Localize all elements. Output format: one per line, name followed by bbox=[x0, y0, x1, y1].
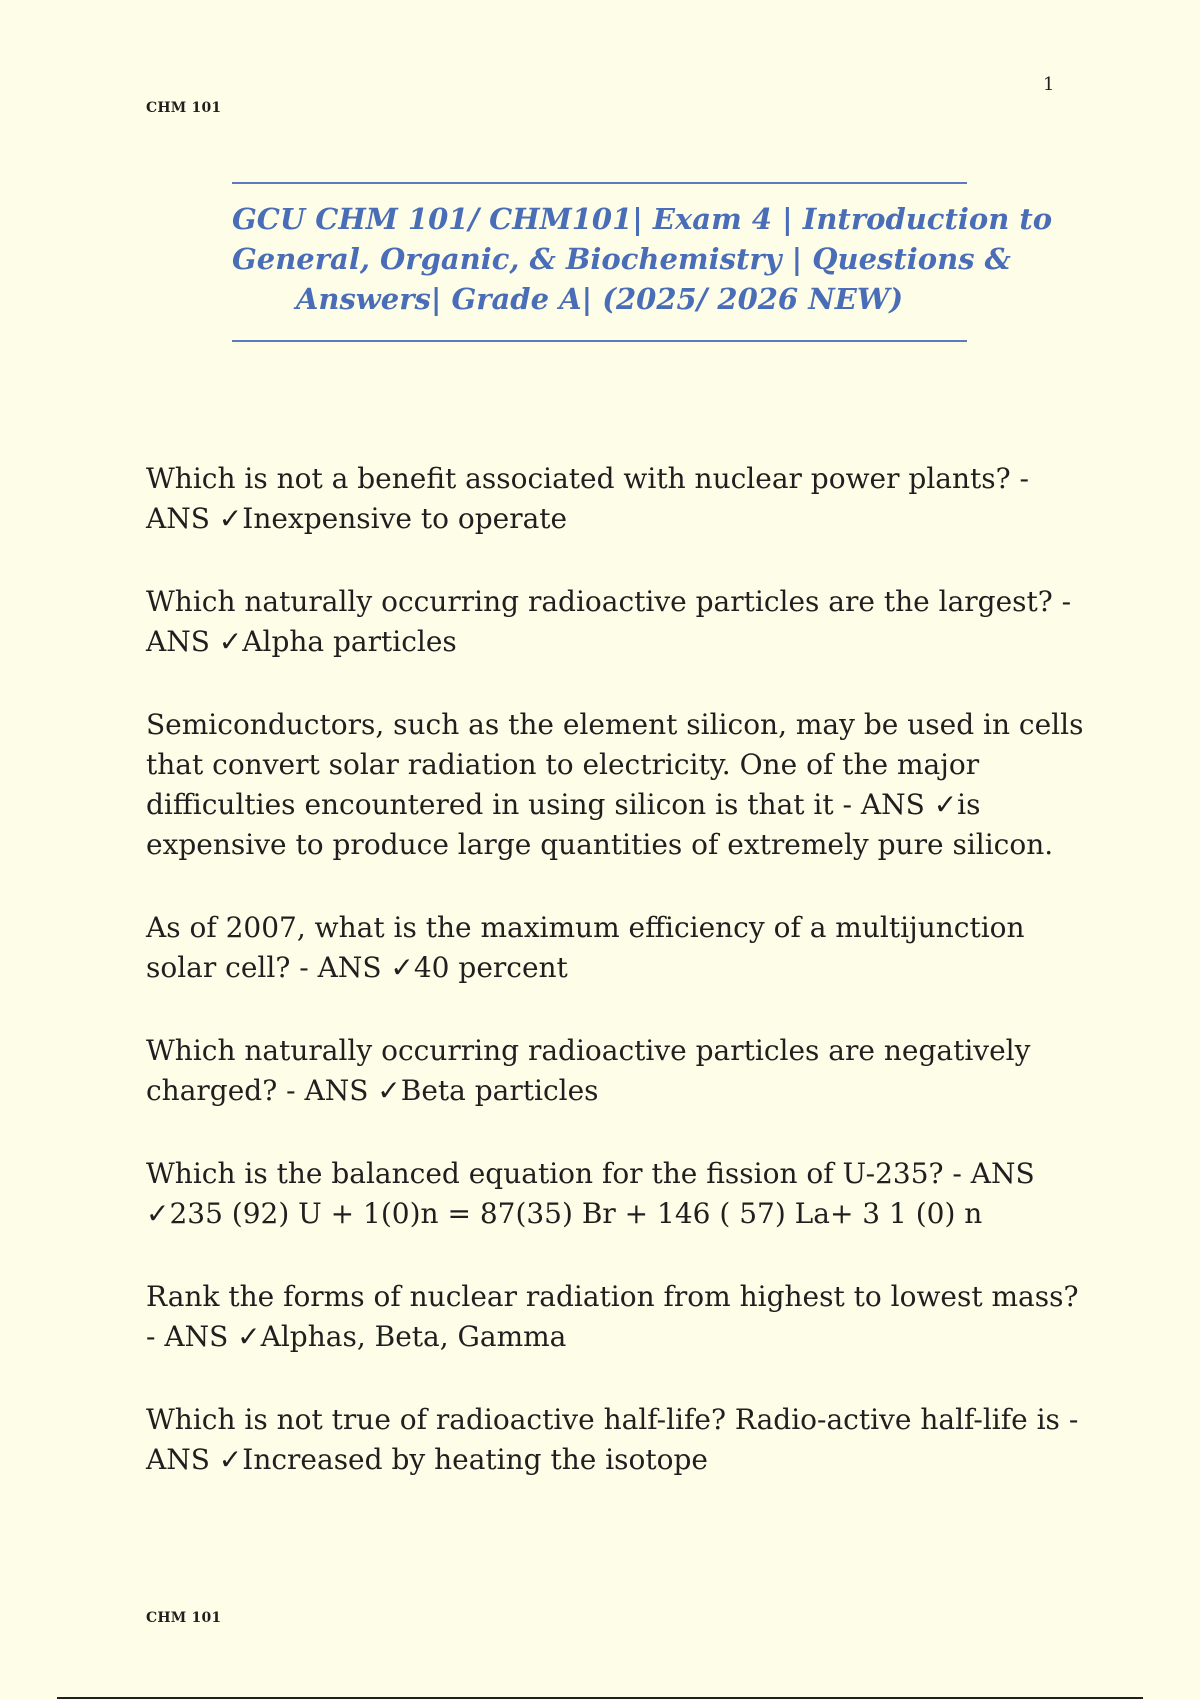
page-bottom-rule bbox=[57, 1697, 1143, 1699]
qa-line: Which naturally occurring radioactive particles are negatively bbox=[146, 1034, 1031, 1067]
qa-line: ANS ✓Inexpensive to operate bbox=[146, 502, 568, 535]
page-number: 1 bbox=[1043, 74, 1055, 95]
qa-line: - ANS ✓Alphas, Beta, Gamma bbox=[146, 1320, 567, 1353]
qa-line: ANS ✓Increased by heating the isotope bbox=[146, 1443, 708, 1476]
title-line: Answers| Grade A| (2025/ 2026 NEW) bbox=[295, 282, 904, 316]
qa-line: As of 2007, what is the maximum efficiency of a multijunction bbox=[146, 911, 1025, 944]
qa-item bbox=[146, 908, 1066, 988]
qa-line: charged? - ANS ✓Beta particles bbox=[146, 1074, 599, 1107]
qa-list bbox=[146, 459, 1084, 1523]
qa-line: Rank the forms of nuclear radiation from highest to lowest mass? bbox=[146, 1280, 1079, 1313]
qa-line: Which is the balanced equation for the fission of U-235? - ANS bbox=[146, 1157, 1035, 1190]
qa-line: Semiconductors, such as the element silicon, may be used in cells bbox=[146, 708, 1084, 741]
qa-item bbox=[146, 1277, 1079, 1357]
qa-item bbox=[146, 459, 1066, 539]
title-line: General, Organic, & Biochemistry | Questions & bbox=[232, 242, 1011, 276]
qa-item bbox=[146, 582, 1072, 662]
footer-label: CHM 101 bbox=[146, 1610, 222, 1626]
qa-item bbox=[146, 1031, 1066, 1111]
qa-line: Which is not a benefit associated with nuclear power plants? - bbox=[146, 462, 1029, 495]
qa-line: difficulties encountered in using silicon is that it - ANS ✓is bbox=[146, 788, 981, 821]
qa-line: ✓235 (92) U + 1(0)n = 87(35) Br + 146 ( 57) La+ 3 1 (0) n bbox=[146, 1197, 983, 1230]
qa-line: Which naturally occurring radioactive particles are the largest? - bbox=[146, 585, 1072, 618]
qa-line: ANS ✓Alpha particles bbox=[146, 625, 457, 658]
title-rule-top bbox=[232, 182, 967, 184]
title-line: GCU CHM 101/ CHM101| Exam 4 | Introduction to bbox=[232, 202, 1053, 236]
qa-item bbox=[146, 705, 1084, 865]
document-title bbox=[232, 199, 1053, 319]
qa-item bbox=[146, 1154, 1066, 1234]
header-label: CHM 101 bbox=[146, 100, 222, 116]
qa-line: that convert solar radiation to electricity. One of the major bbox=[146, 748, 980, 781]
qa-item bbox=[146, 1400, 1079, 1480]
qa-line: solar cell? - ANS ✓40 percent bbox=[146, 951, 568, 984]
qa-line: expensive to produce large quantities of extremely pure silicon. bbox=[146, 828, 1054, 861]
qa-line: Which is not true of radioactive half-life? Radio-active half-life is - bbox=[146, 1403, 1079, 1436]
title-rule-bottom bbox=[232, 340, 967, 342]
